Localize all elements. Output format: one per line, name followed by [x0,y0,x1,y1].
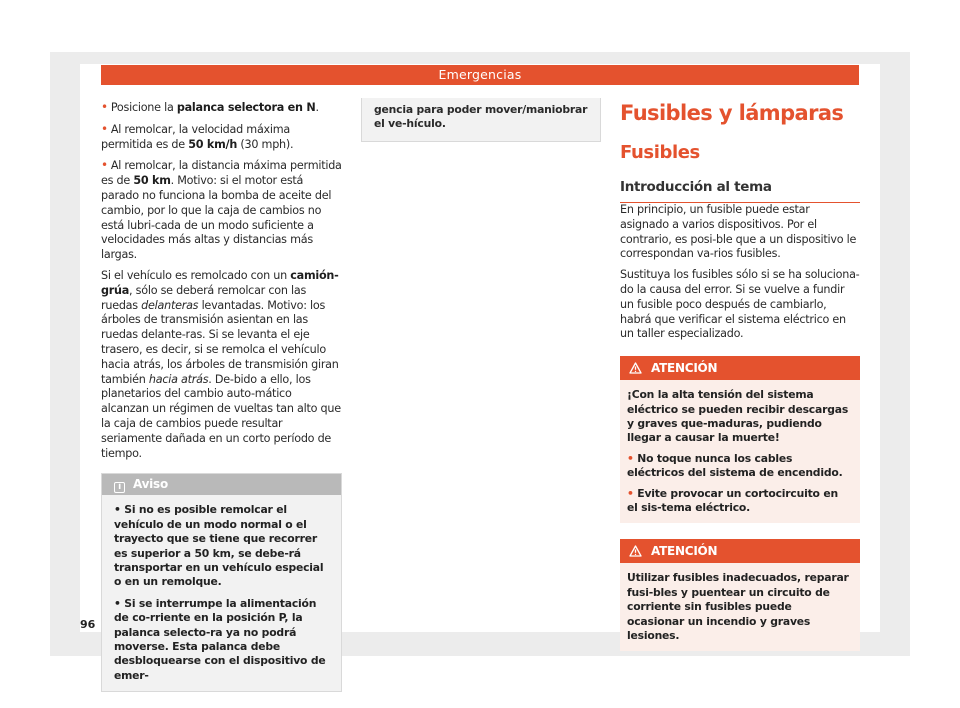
list-item: • Al remolcar, la velocidad máxima permitida es de 50 km/h (30 mph). [101,121,294,151]
aviso-header: i Aviso [102,474,341,495]
towing-paragraph: Si el vehículo es remolcado con un camión-grúa, sólo se deberá remolcar con las ruedas delanteras levantadas. Motivo: los árboles de transmisión asientan en las ruedas delante-ras. Si se levanta el eje trasero, es decir, si se remolca el vehículo hacia atrás, los árboles de transmisión giran también hacia atrás. De-bido a ello, los planetarios del cambio auto-mático alcanzan un régimen de vueltas tan alto que la caja de cambios puede resultar seriamente dañada en un corto período de tiempo. [101,268,341,460]
warning-icon [629,545,642,557]
bullet-icon: • [627,486,638,500]
list-item: • Si se interrumpe la alimentación de co-rriente en la posición P, la palanca selecto-ra ya no podrá moverse. Esta palanca debe desbloquearse con el dispositivo de emer- [114,596,326,682]
subsection-title: Introducción al tema [620,178,860,203]
page-number: 96 [80,618,96,631]
paragraph: En principio, un fusible puede estar asignado a varios dispositivos. Por el contrario, es posi-ble que a un dispositivo le correspondan va-rios fusibles. [620,203,857,261]
section-header: Emergencias [101,65,859,85]
list-item: • Posicione la palanca selectora en N. [101,100,319,114]
bullet-icon: • [101,100,108,114]
warning-header: ATENCIÓN [620,539,860,563]
bullet-icon: • [114,503,125,517]
warning-header: ATENCIÓN [620,356,860,380]
column-middle [361,99,601,142]
bullet-icon: • [114,596,125,610]
chapter-title: Fusibles y lámparas [620,101,844,125]
bullet-icon: • [101,158,108,173]
column-left [101,100,342,692]
warning-box [620,356,860,523]
bullet-icon: • [627,451,638,465]
aviso-box [101,473,342,692]
warning-text: ¡Con la alta tensión del sistema eléctrico se pueden recibir descargas y graves que-maduras, pudiendo llegar a causar la muerte! [627,388,849,445]
warning-icon [629,362,642,374]
list-item: • No toque nunca los cables eléctricos del sistema de encendido. [627,451,843,480]
section-title: Fusibles [620,142,700,163]
paragraph: Sustituya los fusibles sólo si se ha soluciona-do la causa del error. Si se vuelve a fundir un fusible poco después de cambiarlo, habrá que verificar el sistema eléctrico en un taller especializado. [620,268,860,341]
column-right [620,100,860,651]
list-item: • Evite provocar un cortocircuito en el sis-tema eléctrico. [627,486,838,515]
aviso-continuation: gencia para poder mover/maniobrar el ve-hículo. [361,98,601,142]
info-icon: i [114,482,125,493]
warning-text: Utilizar fusibles inadecuados, reparar fusi-bles y puentear un circuito de corriente sin fusibles puede ocasionar un incendio y graves lesiones. [627,571,849,643]
warning-box [620,539,860,651]
list-item: • Si no es posible remolcar el vehículo de un modo normal o el trayecto que se tiene que recorrer es superior a 50 km, se debe-rá transportar en un vehículo especial o en un remolque. [114,503,324,589]
list-item: • Al remolcar, la distancia máxima permitida es de 50 km. Motivo: si el motor está parado no funciona la bomba de aceite del cambio, por lo que la caja de cambios no está lubri-cada de un modo suficiente a velocidades más altas y distancias más largas. [101,158,342,262]
bullet-icon: • [101,121,108,136]
